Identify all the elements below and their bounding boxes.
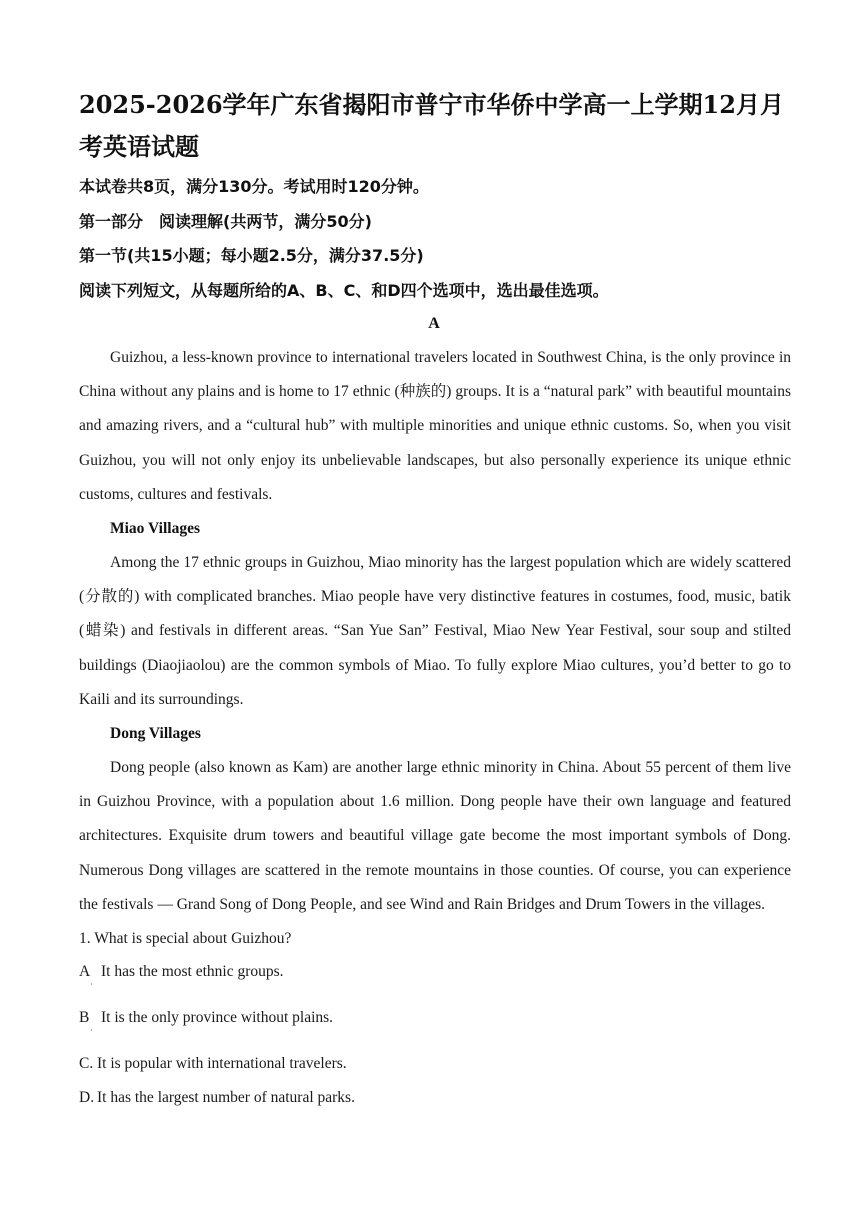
intro-paragraph: Guizhou, a less-known province to international travelers located in Southwest China, is the only province in China without any plains and is home to 17 ethnic (种族的) groups. It is a “natural park” with beautiful mountains and amazing rivers, and a “cultural hub” with multiple minorities and unique ethnic customs. So, when you visit Guizhou, you will not only enjoy its unbelievable landscapes, but also personally experience its unique ethnic customs, cultures and festivals.	[79, 349, 791, 503]
option-letter: D.	[79, 1089, 95, 1106]
option-c	[79, 1055, 347, 1073]
option-d	[79, 1089, 355, 1107]
option-letter: C.	[79, 1055, 94, 1072]
option-letter: A	[79, 963, 91, 980]
option-b	[79, 1009, 333, 1027]
option-letter: B	[79, 1009, 90, 1026]
part-heading: 第一部分 阅读理解(共两节，满分50分)	[79, 212, 372, 231]
option-a	[79, 963, 284, 981]
question-text: 1. What is special about Guizhou?	[79, 930, 292, 947]
passage-label: A	[428, 315, 440, 332]
option-text: It has the largest number of natural parks.	[97, 1089, 355, 1106]
miao-paragraph: Among the 17 ethnic groups in Guizhou, Miao minority has the largest population which are widely scattered (分散的) with complicated branches. Miao people have very distinctive features in costumes, food, music, batik (蜡染) and festivals in different areas. “San Yue San” Festival, Miao New Year Festival, sour soup and stilted buildings (Diaojiaolou) are the common symbols of Miao. To fully explore Miao cultures, you’d better to go to Kaili and its surroundings.	[79, 554, 791, 708]
exam-info-line: 本试卷共8页，满分130分。考试用时120分钟。	[79, 177, 429, 196]
option-text: It is popular with international travelers.	[97, 1055, 347, 1072]
dong-heading: Dong Villages	[110, 725, 201, 742]
miao-heading: Miao Villages	[110, 520, 200, 537]
exam-page: 2025-2026学年广东省揭阳市普宁市华侨中学高一上学期12月月考英语试题 本试卷共8页，满分130分。考试用时120分钟。 第一部分 阅读理解(共两节，满分50分) 第一节(共15小题；每小题2.5分，满分37.5分) 阅读下列短文，从每题所给的A、B、C、和D四个选项中，选出最佳选项。 A Guizhou, a less-known province to international travelers located in Southwest China, is the only province in China without any plains and is home to 17 ethnic (种族的) groups. It is a “natural park” with beautiful mountains and amazing rivers, and a “cultural hub” with multiple minorities and unique ethnic customs. So, when you visit Guizhou, you will not only enjoy its unbelievable landscapes, but also personally experience its unique ethnic customs, cultures and festivals. Miao Villages Among the 17 ethnic groups in Guizhou, Miao minority has the largest population which are widely scattered (分散的) with complicated branches. Miao people have very distinctive features in costumes, food, music, batik (蜡染) and festivals in different areas. “San Yue San” Festival, Miao New Year Festival, sour soup and stilted buildings (Diaojiaolou) are the common symbols of Miao. To fully explore Miao cultures, you’d better to go to Kaili and its surroundings. Dong Villages Dong people (also known as Kam) are another large ethnic minority in China. About 55 percent of them live in Guizhou Province, with a population about 1.6 million. Dong people have their own language and featured architectures. Exquisite drum towers and beautiful village gate become the most important symbols of Dong. Numerous Dong villages are scattered in the remote mountains in those counties. Of course, you can experience the festivals — Grand Song of Dong People, and see Wind and Rain Bridges and Drum Towers in the villages. 1. What is special about Guizhou? A It has the most ethnic groups. · B It is the only province without plains. · C. It is popular with international travelers. D. It has the largest number of natural parks.	[0, 0, 868, 1227]
section-heading: 第一节(共15小题；每小题2.5分，满分37.5分)	[79, 246, 424, 265]
dong-paragraph: Dong people (also known as Kam) are another large ethnic minority in China. About 55 percent of them live in Guizhou Province, with a population about 1.6 million. Dong people have their own language and featured architectures. Exquisite drum towers and beautiful village gate become the most important symbols of Dong. Numerous Dong villages are scattered in the remote mountains in those counties. Of course, you can experience the festivals — Grand Song of Dong People, and see Wind and Rain Bridges and Drum Towers in the villages.	[79, 759, 791, 913]
option-text: It has the most ethnic groups.	[101, 963, 284, 980]
instructions: 阅读下列短文，从每题所给的A、B、C、和D四个选项中，选出最佳选项。	[79, 281, 609, 300]
exam-title: 2025-2026学年广东省揭阳市普宁市华侨中学高一上学期12月月考英语试题	[79, 90, 784, 161]
option-text: It is the only province without plains.	[101, 1009, 334, 1026]
